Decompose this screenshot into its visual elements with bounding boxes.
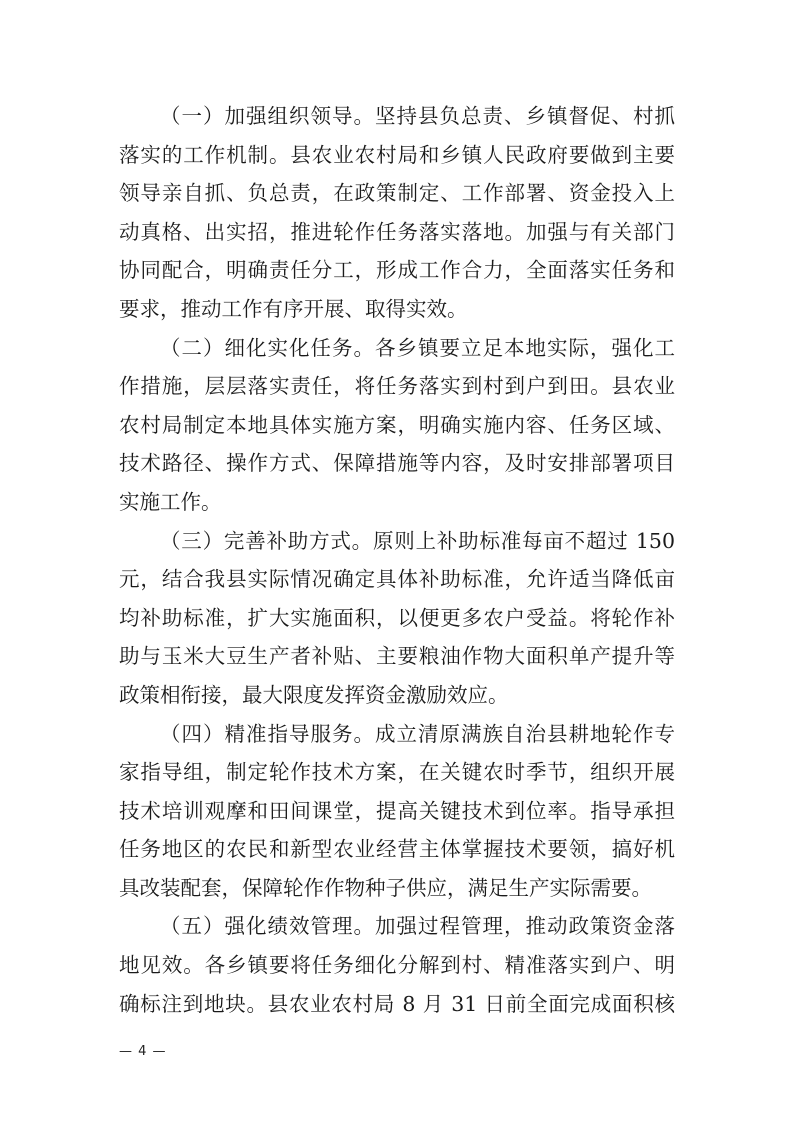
- text-line: 政策相衔接，最大限度发挥资金激励效应。: [119, 682, 509, 707]
- text-line: 实施工作。: [119, 489, 222, 514]
- body-text: [119, 97, 675, 1023]
- text-line: 任务地区的农民和新型农业经营主体掌握技术要领，搞好机: [119, 837, 675, 862]
- text-line: 技术路径、操作方式、保障措施等内容，及时安排部署项目: [119, 451, 675, 476]
- paragraph: [119, 907, 675, 1023]
- text-line: 地见效。各乡镇要将任务细化分解到村、精准落实到户、明: [119, 953, 675, 978]
- text-line: 农村局制定本地具体实施方案，明确实施内容、任务区域、: [119, 412, 675, 437]
- paragraph: [119, 715, 675, 908]
- text-line: 助与玉米大豆生产者补贴、主要粮油作物大面积单产提升等: [119, 644, 675, 669]
- text-line: 协同配合，明确责任分工，形成工作合力，全面落实任务和: [119, 258, 675, 283]
- text-line: （三）完善补助方式。原则上补助标准每亩不超过 150: [160, 528, 675, 553]
- text-line: 动真格、出实招，推进轮作任务落实落地。加强与有关部门: [119, 219, 675, 244]
- paragraph: [119, 329, 675, 522]
- text-line: 落实的工作机制。县农业农村局和乡镇人民政府要做到主要: [119, 142, 675, 167]
- text-line: 具改装配套，保障轮作作物种子供应，满足生产实际需要。: [119, 875, 652, 900]
- text-line: 均补助标准，扩大实施面积，以便更多农户受益。将轮作补: [119, 605, 675, 630]
- paragraph: [119, 97, 675, 329]
- text-line: （四）精准指导服务。成立清原满族自治县耕地轮作专: [160, 721, 675, 746]
- text-line: （五）强化绩效管理。加强过程管理，推动政策资金落: [160, 914, 675, 939]
- text-line: 家指导组，制定轮作技术方案，在关键农时季节，组织开展: [119, 760, 675, 785]
- text-line: （一）加强组织领导。坚持县负总责、乡镇督促、村抓: [160, 104, 675, 128]
- text-line: 元，结合我县实际情况确定具体补助标准，允许适当降低亩: [119, 567, 675, 592]
- paragraph: [119, 522, 675, 715]
- text-line: （二）细化实化任务。各乡镇要立足本地实际，强化工: [160, 335, 675, 360]
- text-line: 领导亲自抓、负总责，在政策制定、工作部署、资金投入上: [119, 181, 675, 206]
- text-line: 确标注到地块。县农业农村局 8 月 31 日前全面完成面积核: [119, 991, 675, 1016]
- text-line: 作措施，层层落实责任，将任务落实到村到户到田。县农业: [119, 374, 675, 399]
- page-number: — 4 —: [119, 1044, 167, 1059]
- text-line: 技术培训观摩和田间课堂，提高关键技术到位率。指导承担: [119, 798, 675, 823]
- text-line: 要求，推动工作有序开展、取得实效。: [119, 296, 468, 321]
